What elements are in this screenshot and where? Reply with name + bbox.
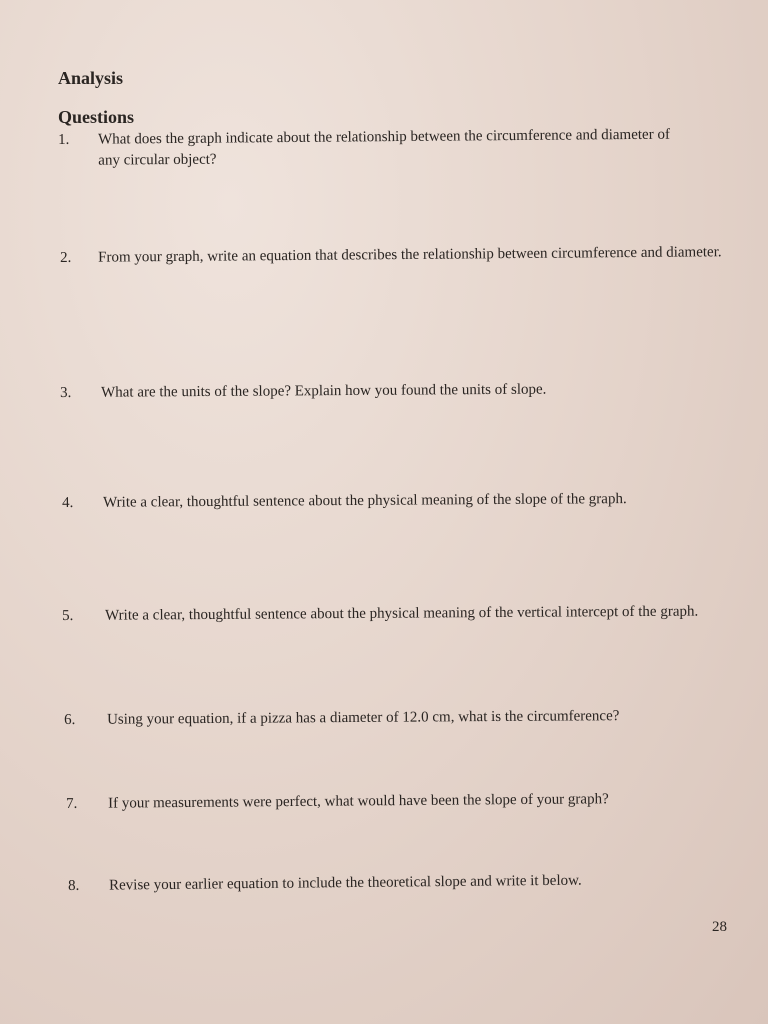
question-5: [62, 601, 722, 624]
question-4: [62, 488, 712, 511]
question-number: 4.: [62, 494, 74, 511]
section-title: Analysis: [58, 68, 124, 88]
question-text: If your measurements were perfect, what would have been the slope of your graph?: [108, 791, 609, 812]
show-through-text: [430, 9, 751, 75]
question-number: 1.: [58, 131, 70, 148]
question-text: Revise your earlier equation to include the theoretical slope and write it below.: [109, 872, 582, 894]
question-6: [64, 706, 704, 728]
question-number: 8.: [68, 877, 80, 894]
page-number: 28: [712, 919, 727, 935]
question-7: [66, 789, 686, 812]
question-number: 5.: [62, 607, 74, 624]
question-text: Write a clear, thoughtful sentence about the physical meaning of the slope of the graph.: [103, 491, 627, 511]
question-2: [60, 242, 725, 266]
question-1: [58, 125, 678, 169]
question-text: What are the units of the slope? Explain how you found the units of slope.: [101, 381, 547, 401]
question-text: From your graph, write an equation that describes the relationship between circumference and diameter.: [98, 244, 722, 266]
question-number: 6.: [64, 711, 76, 728]
subsection-title: Questions: [58, 107, 135, 127]
question-number: 2.: [60, 249, 72, 266]
question-8: [68, 870, 668, 894]
question-number: 3.: [60, 384, 72, 401]
question-text: Write a clear, thoughtful sentence about the physical meaning of the vertical intercept of the graph.: [105, 603, 699, 624]
question-text: Using your equation, if a pizza has a diameter of 12.0 cm, what is the circumference?: [107, 708, 620, 728]
question-text: What does the graph indicate about the relationship between the circumference and diameter of any circular object?: [98, 126, 670, 169]
question-3: [60, 379, 660, 401]
question-number: 7.: [66, 795, 78, 812]
